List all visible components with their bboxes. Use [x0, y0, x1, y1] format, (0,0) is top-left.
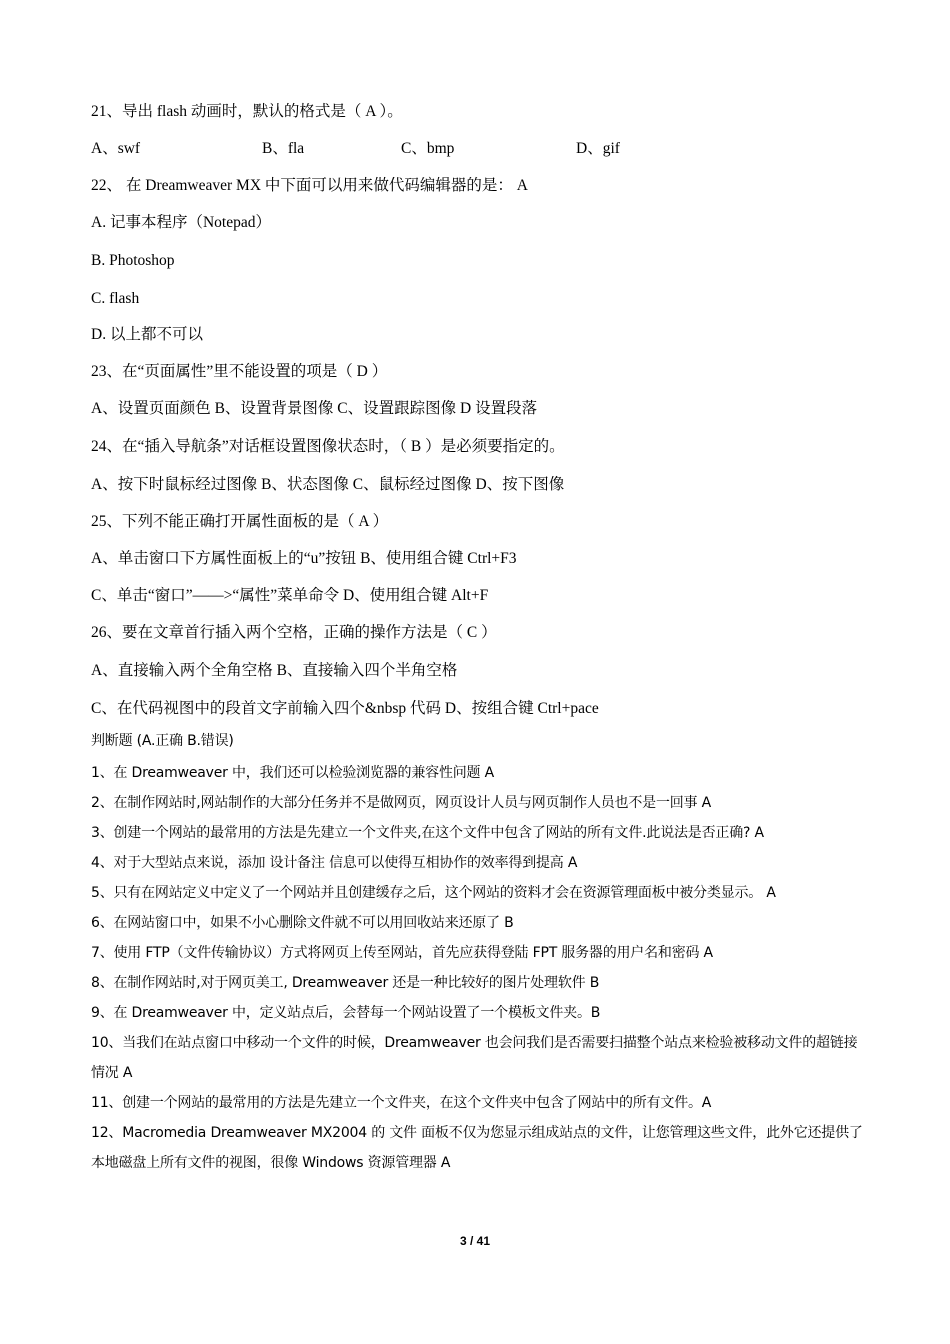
tf-item-11: 11、创建一个网站的最常用的方法是先建立一个文件夹，在这个文件夹中包含了网站中的所有文件。A	[91, 1095, 712, 1111]
tf-item-1: 1、在 Dreamweaver 中，我们还可以检验浏览器的兼容性问题 A	[91, 765, 494, 781]
q21-option-b: B、fla	[262, 140, 305, 157]
question-25-options-ab: A、单击窗口下方属性面板上的“u”按钮 B、使用组合键 Ctrl+F3	[91, 550, 517, 567]
tf-item-10: 10、当我们在站点窗口中移动一个文件的时候，Dreamweaver 也会问我们是否需要扫描整个站点来检验被移动文件的超链接情况 A	[91, 1035, 858, 1081]
question-25-options-cd: C、单击“窗口”——>“属性”菜单命令 D、使用组合键 Alt+F	[91, 587, 489, 604]
tf-item-9: 9、在 Dreamweaver 中，定义站点后，会替每一个网站设置了一个模板文件夹。B	[91, 1005, 601, 1021]
tf-item-5: 5、只有在网站定义中定义了一个网站并且创建缓存之后，这个网站的资料才会在资源管理面板中被分类显示。 A	[91, 885, 776, 901]
tf-item-8: 8、在制作网站时,对于网页美工, Dreamweaver 还是一种比较好的图片处理软件 B	[91, 975, 600, 991]
q21-option-d: D、gif	[576, 140, 620, 157]
question-25: 25、下列不能正确打开属性面板的是（ A ）	[91, 513, 389, 530]
question-23: 23、在“页面属性”里不能设置的项是（ D ）	[91, 363, 388, 380]
tf-item-2: 2、在制作网站时,网站制作的大部分任务并不是做网页，网页设计人员与网页制作人员也不是一回事 A	[91, 795, 711, 811]
question-26-options-cd: C、在代码视图中的段首文字前输入四个&nbsp 代码 D、按组合键 Ctrl+pace	[91, 700, 599, 717]
question-23-options: A、设置页面颜色 B、设置背景图像 C、设置跟踪图像 D 设置段落	[91, 400, 538, 417]
q22-option-c: C. flash	[91, 290, 140, 307]
q21-option-a: A、swf	[91, 140, 141, 157]
page-number: 3 / 41	[459, 1234, 491, 1248]
question-24-options: A、按下时鼠标经过图像 B、状态图像 C、鼠标经过图像 D、按下图像	[91, 476, 565, 493]
question-21: 21、导出 flash 动画时，默认的格式是（ A ）。	[91, 103, 403, 120]
true-false-section	[91, 732, 863, 1178]
tf-item-7: 7、使用 FTP（文件传输协议）方式将网页上传至网站，首先应获得登陆 FPT 服务器的用户名和密码 A	[91, 945, 713, 961]
tf-item-3: 3、创建一个网站的最常用的方法是先建立一个文件夹,在这个文件中包含了网站的所有文件.此说法是否正确? A	[91, 825, 764, 841]
q21-option-c: C、bmp	[401, 140, 455, 157]
tf-item-4: 4、对于大型站点来说，添加 设计备注 信息可以使得互相协作的效率得到提高 A	[91, 855, 578, 871]
question-24: 24、在“插入导航条”对话框设置图像状态时，（ B ）是必须要指定的。	[91, 438, 565, 455]
question-21-options	[91, 139, 691, 159]
q22-option-b: B. Photoshop	[91, 252, 175, 269]
tf-item-6: 6、在网站窗口中，如果不小心删除文件就不可以用回收站来还原了 B	[91, 915, 514, 931]
question-22: 22、 在 Dreamweaver MX 中下面可以用来做代码编辑器的是： A	[91, 177, 528, 194]
tf-item-12: 12、Macromedia Dreamweaver MX2004 的 文件 面板不仅为您显示组成站点的文件，让您管理这些文件，此外它还提供了本地磁盘上所有文件的视图，很像 Windows 资源管理器 A	[91, 1125, 863, 1171]
question-26: 26、要在文章首行插入两个空格，正确的操作方法是（ C ）	[91, 624, 497, 641]
q22-option-d: D. 以上都不可以	[91, 326, 203, 343]
true-false-heading: 判断题 (A.正确 B.错误)	[91, 733, 234, 749]
q22-option-a: A. 记事本程序（Notepad）	[91, 214, 271, 231]
question-26-options-ab: A、直接输入两个全角空格 B、直接输入四个半角空格	[91, 662, 458, 679]
